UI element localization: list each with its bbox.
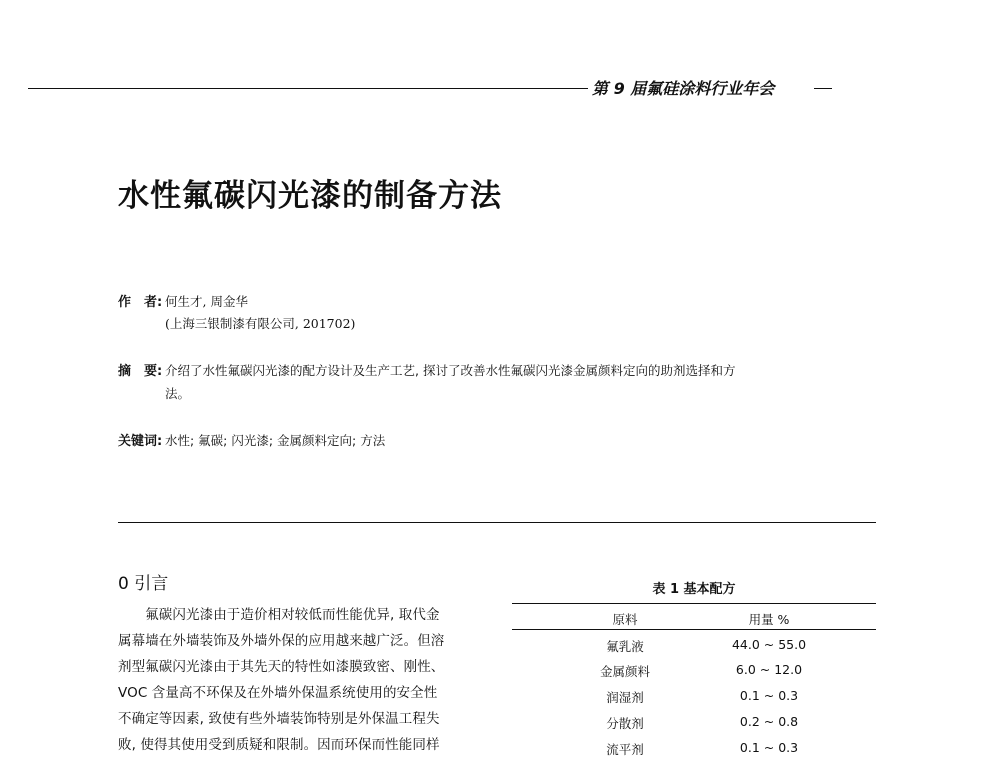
table-cell: 0.2 ~ 0.8: [739, 714, 799, 729]
table-header-rule: [512, 629, 876, 630]
abstract-line-2: 法。: [165, 386, 191, 401]
authors: 何生才, 周金华: [165, 294, 248, 309]
body-line: 氟碳闪光漆由于造价相对较低而性能优异, 取代金: [118, 607, 440, 623]
table-cell: 氟乳液: [606, 639, 644, 654]
table-cell: 0.1 ~ 0.3: [739, 688, 799, 703]
section-heading: 0 引言: [118, 574, 169, 594]
abstract-line-1: 介绍了水性氟碳闪光漆的配方设计及生产工艺, 探讨了改善水性氟碳闪光漆金属颜料定向的助剂选择和方: [165, 363, 736, 378]
keywords-label: 关键词:: [118, 434, 163, 449]
table-cell: 分散剂: [606, 716, 644, 731]
table-cell: 金属颜料: [599, 664, 650, 679]
body-line: VOC 含量高不环保及在外墙外保温系统使用的安全性: [118, 685, 438, 701]
abstract-label: 摘 要:: [118, 364, 163, 379]
table-cell: 6.0 ~ 12.0: [735, 662, 803, 677]
body-line: 不确定等因素, 致使有些外墙装饰特别是外保温工程失: [118, 711, 440, 727]
table-cell: 润湿剂: [606, 690, 644, 705]
body-line: 属幕墙在外墙装饰及外墙外保的应用越来越广泛。但溶: [118, 633, 445, 649]
table-cell: 0.1 ~ 0.3: [739, 740, 799, 755]
paper-title: 水性氟碳闪光漆的制备方法: [118, 178, 502, 214]
table-cell: 44.0 ~ 55.0: [731, 637, 807, 652]
body-line: 剂型氟碳闪光漆由于其先天的特性如漆膜致密、刚性、: [118, 659, 445, 675]
conference-title: 第 9 届氟硅涂料行业年会: [592, 79, 775, 98]
body-line: 败, 使得其使用受到质疑和限制。因而环保而性能同样: [118, 737, 440, 753]
table-cell: 流平剂: [606, 742, 644, 757]
table-top-rule: [512, 603, 876, 604]
table-caption: 表 1 基本配方: [652, 582, 736, 597]
table-header-amount: 用量 %: [748, 612, 790, 627]
affiliation: (上海三银制漆有限公司, 201702): [165, 316, 356, 331]
header-rule: [28, 88, 588, 89]
authors-label: 作 者:: [118, 295, 163, 310]
section-divider: [118, 522, 876, 523]
header-dash: [814, 88, 832, 89]
table-header-material: 原料: [612, 612, 638, 627]
keywords: 水性; 氟碳; 闪光漆; 金属颜料定向; 方法: [165, 433, 386, 448]
